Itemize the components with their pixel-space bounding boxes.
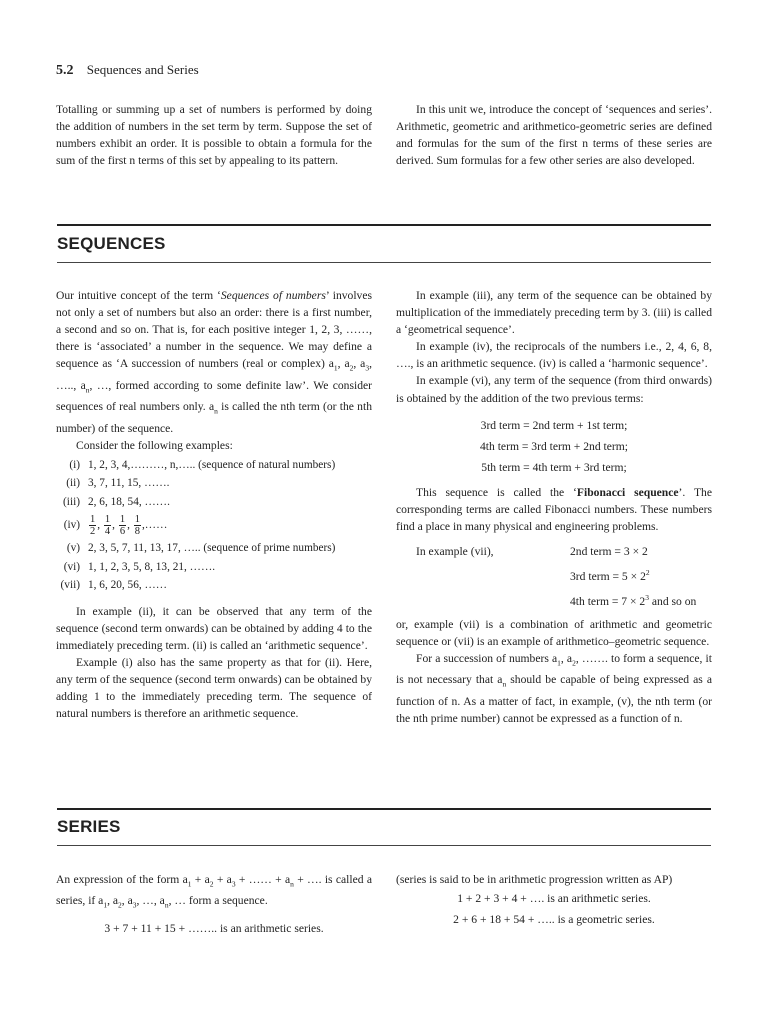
- equation: 5th term = 4th term + 3rd term;: [481, 460, 627, 474]
- list-item: (v) 2, 3, 5, 7, 11, 13, 17, ….. (sequence of prime numbers): [66, 542, 336, 555]
- geometric-series-example: 2 + 6 + 18 + 54 + ….. is a geometric series.: [453, 913, 655, 927]
- series-rule-top: [57, 808, 711, 810]
- fibonacci-equations: [396, 415, 712, 478]
- sequences-rule-top: [57, 224, 711, 226]
- ap-note: (series is said to be in arithmetic progression written as AP): [396, 873, 673, 886]
- equation: 4th term = 3rd term + 2nd term;: [480, 439, 628, 453]
- example-i-explanation: Example (i) also has the same property as that for (ii). Here, any term of the sequence (second term onwards) can be obtained by adding 1 to the immediately preceding term. The sequence of natural numbers is therefore an arithmetic sequence.: [56, 656, 372, 721]
- sequences-left: [56, 287, 372, 722]
- sequence-definition: Our intuitive concept of the term ‘Sequences of numbers’ involves not only a set of numbers but also an order: there is a first number, a second and so on. That is, for each positive integer 1, 2, 3, ……, there is ‘associated’ a number in the sequence. We may define a sequence as ‘A succession of numbers (real or complex) $a_1$, $a_2$, $a_3$, ….., $a_n$, …, formed according to some definite law’. We consider sequences of real numbers only. $a_n$ is called the nth term (or the nth number) of the sequence.: [56, 289, 373, 435]
- series-rule-bottom: [57, 845, 711, 846]
- example-iv-explanation: In example (iv), the reciprocals of the numbers i.e., 2, 4, 6, 8, …., is an arithmetic sequence. (iv) is called a ‘harmonic sequence’.: [396, 340, 712, 371]
- list-item: (vii) 1, 6, 20, 56, ……: [60, 579, 168, 592]
- fraction: $\frac{1}{8}$: [134, 514, 140, 538]
- section-number: 5.2: [56, 63, 74, 78]
- list-item: (i) 1, 2, 3, 4,………, n,….. (sequence of natural numbers): [69, 458, 336, 471]
- fraction: $\frac{1}{6}$: [119, 514, 126, 538]
- sequences-right: [396, 287, 712, 727]
- equation: 3rd term = 2nd term + 1st term;: [480, 418, 628, 432]
- intro-right: [396, 101, 712, 169]
- sequences-rule-bottom: [57, 262, 711, 263]
- consider-text: Consider the following examples:: [76, 438, 233, 452]
- series-definition: An expression of the form $a_1 + a_2 + a_3$ + …… + $a_n$ + …. is called a series, if $a_1$, $a_2$, $a_3$, …, $a_n$, … form a sequence.: [56, 873, 372, 910]
- series-left: [56, 871, 372, 939]
- fraction: $\frac{1}{4}$: [104, 514, 111, 538]
- example-iii-explanation: In example (iii), any term of the sequence can be obtained by multiplication of the immediately preceding term by 3. (iii) is called a ‘geometrical sequence’.: [396, 289, 712, 337]
- list-item: (vi) 1, 1, 2, 3, 5, 8, 13, 21, …….: [63, 560, 216, 573]
- example-vii-block: In example (vii), 2nd term = 3 × 2 3rd term = $5 \times 2^2$ 4th term = $7 \times 2^3$ and so on: [416, 544, 697, 608]
- arithmetic-series-example-2: 1 + 2 + 3 + 4 + …. is an arithmetic series.: [457, 892, 651, 906]
- fraction: $\frac{1}{2}$: [90, 514, 96, 538]
- intro-left-text: Totalling or summing up a set of numbers is performed by doing the addition of numbers in the set term by term. Suppose the set of numbers exhibit an order. It is possible to obtain a formula for the sum of the first n terms of this set by appealing to its pattern.: [56, 103, 372, 168]
- chapter-title: Sequences and Series: [86, 62, 199, 77]
- examples-list: [56, 456, 372, 595]
- list-item: (iv) $\frac{1}{2}$ , $\frac{1}{4}$ , $\frac{1}{6}$ , $\frac{1}{8}$ ,……: [63, 514, 168, 538]
- example-vi-explanation: In example (vi), any term of the sequence (from third onwards) is obtained by the addition of the two previous terms:: [396, 374, 712, 405]
- example-ii-explanation: In example (ii), it can be observed that any term of the sequence (second term onwards) can be obtained by adding 4 to the immediately preceding term. (ii) is called an ‘arithmetic sequence’.: [56, 604, 372, 652]
- sequences-heading: SEQUENCES: [57, 234, 166, 253]
- list-item: (iii) 2, 6, 18, 54, …….: [63, 495, 170, 508]
- intro-left: [56, 101, 372, 169]
- fibonacci-paragraph: This sequence is called the ‘Fibonacci sequence’. The corresponding terms are called Fibonacci numbers. These numbers find a place in many physical and engineering problems.: [396, 485, 712, 533]
- series-heading: SERIES: [57, 817, 121, 836]
- page-header: [56, 62, 199, 79]
- list-item: (ii) 3, 7, 11, 15, …….: [66, 477, 170, 490]
- function-of-n-paragraph: For a succession of numbers $a_1$, $a_2$, ……. to form a sequence, it is not necessary that $a_n$ should be capable of being expressed as a function of n. As a matter of fact, in example, (v), the nth term (or the nth prime number) cannot be expressed as a function of n.: [396, 651, 713, 725]
- arithmetico-geometric-text: or, example (vii) is a combination of arithmetic and geometric sequence or (vii) is an example of arithmetico–geometric sequence.: [396, 617, 712, 648]
- arithmetic-series-example: 3 + 7 + 11 + 15 + …….. is an arithmetic series.: [104, 921, 324, 935]
- intro-right-text: In this unit we, introduce the concept of ‘sequences and series’. Arithmetic, geometric and arithmetico-geometric series are defined and formulas for the sum of the first n terms of these series are derived. Sum formulas for a few other series are also developed.: [396, 103, 712, 168]
- series-right: [396, 871, 712, 930]
